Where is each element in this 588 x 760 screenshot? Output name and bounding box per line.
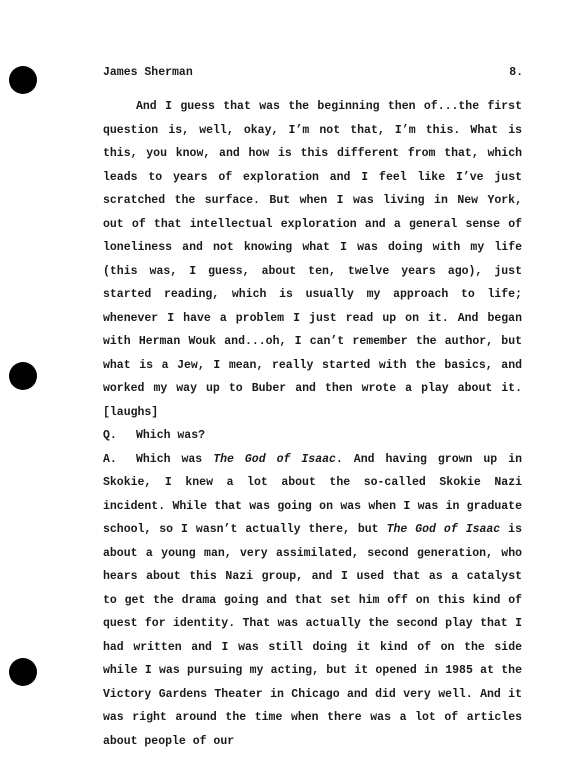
answer-text-2: . And having grown up in Skokie, I knew a lot about the so-called Skokie Nazi incident. While that was going on was when I was in graduate school, so I wasn’t actually there, but xyxy=(103,452,522,536)
question-text: Which was? xyxy=(136,429,206,442)
play-title-2: The God of Isaac xyxy=(386,523,501,536)
answer-text-3: is about a young man, very assimilated, second generation, who hears about this Nazi group, and I used that as a catalyst to get the drama going and that set him off on this kind of quest for identity. That was actually the second play that I had written and I was still doing it kind of on the side while I was pursuing my acting, but it opened in 1985 at the Victory Gardens Theater in Chicago and did very well. And it was right around the time when there was a lot of articles about people of our xyxy=(103,523,522,748)
answer-text-1: Which was xyxy=(136,452,214,466)
question-label: Q. xyxy=(103,429,117,442)
binder-hole-middle xyxy=(9,362,37,390)
page-header xyxy=(103,66,523,82)
question-paragraph xyxy=(103,424,522,448)
answer-label: A. xyxy=(103,452,117,466)
transcript-body xyxy=(103,95,522,753)
page-number: 8. xyxy=(509,66,523,79)
play-title-1: The God of Isaac xyxy=(213,452,336,466)
header-name: James Sherman xyxy=(103,66,193,79)
paragraph-1: And I guess that was the beginning then of...the first question is, well, okay, I’m not that, I’m this. What is this, you know, and how is this different from that, which leads to years of exploration and I feel like I’ve just scratched the surface. But when I was living in New York, out of that intellectual exploration and a general sense of loneliness and not knowing what I was doing with my life (this was, I guess, about ten, twelve years ago), just started reading, which is usually my approach to life; whenever I have a problem I just read up on it. And began with Herman Wouk and...oh, I can’t remember the author, but what is a Jew, I mean, really started with the basics, and worked my way up to Buber and then wrote a play about it. [laughs] xyxy=(103,100,522,419)
binder-hole-bottom xyxy=(9,658,37,686)
answer-paragraph xyxy=(103,448,522,754)
binder-hole-top xyxy=(9,66,37,94)
